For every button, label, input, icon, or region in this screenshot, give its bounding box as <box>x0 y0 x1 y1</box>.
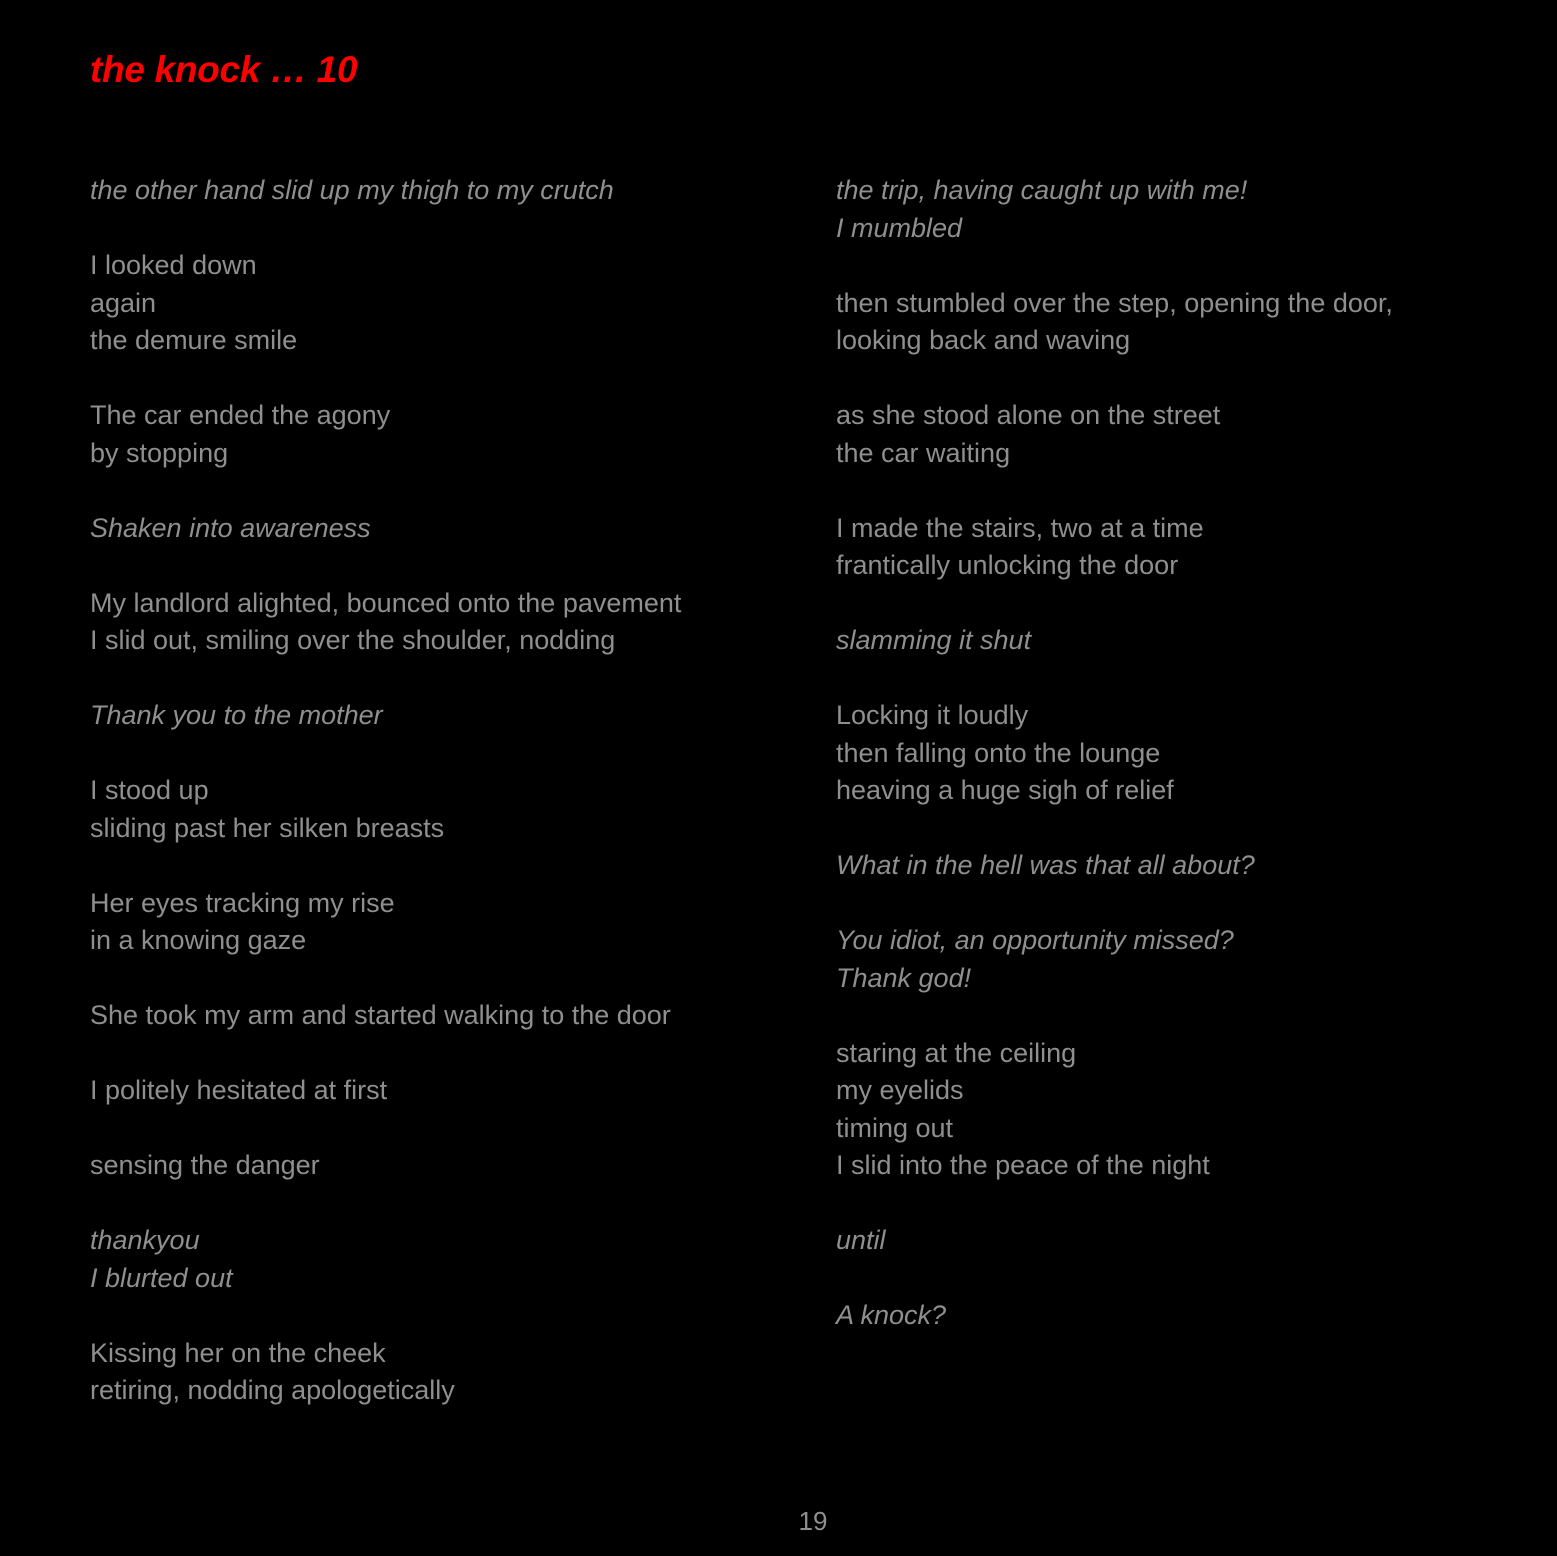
stanza-gap <box>836 247 1516 285</box>
verse-line: I made the stairs, two at a time <box>836 512 1204 543</box>
verse-line: then stumbled over the step, opening the door, <box>836 287 1393 318</box>
verse-line: What in the hell was that all about? <box>836 850 1255 880</box>
stanza-gap <box>90 1185 790 1223</box>
verse-line: I slid into the peace of the night <box>836 1150 1210 1180</box>
verse-line: looking back and waving <box>836 325 1131 355</box>
verse-line: Her eyes tracking my rise <box>90 887 395 918</box>
stanza-gap <box>90 1110 790 1148</box>
stanza-gap <box>836 1185 1516 1223</box>
verse-line: A knock? <box>836 1300 947 1330</box>
verse-line: Locking it loudly <box>836 700 1029 730</box>
verse-line: I stood up <box>90 775 209 805</box>
verse-line: She took my arm and started walking to the door <box>90 1000 671 1030</box>
page-title: the knock … 10 <box>90 49 358 90</box>
stanza-gap <box>836 585 1516 623</box>
verse-line: The car ended the agony <box>90 400 391 430</box>
verse-line: then falling onto the lounge <box>836 737 1161 768</box>
stanza-gap <box>90 660 790 698</box>
stanza-gap <box>90 847 790 885</box>
stanza-gap <box>836 885 1516 923</box>
verse-line: Kissing her on the cheek <box>90 1337 386 1368</box>
stanza-gap <box>836 810 1516 848</box>
verse-line: Thank god! <box>836 962 972 993</box>
verse-line: I looked down <box>90 250 257 280</box>
verse-line: My landlord alighted, bounced onto the pavement <box>90 587 682 618</box>
left-text-column <box>90 172 790 1410</box>
verse-line: in a knowing gaze <box>90 925 307 955</box>
verse-line: frantically unlocking the door <box>836 550 1179 580</box>
verse-line: the trip, having caught up with me! <box>836 175 1248 205</box>
verse-line: staring at the ceiling <box>836 1037 1077 1068</box>
verse-line: slamming it shut <box>836 625 1032 655</box>
stanza-gap <box>836 472 1516 510</box>
stanza-gap <box>90 472 790 510</box>
verse-line: sliding past her silken breasts <box>90 812 445 843</box>
stanza-gap <box>836 360 1516 398</box>
page-number: 19 <box>798 1506 828 1536</box>
verse-line: I blurted out <box>90 1262 233 1293</box>
stanza-gap <box>90 210 790 248</box>
stanza-gap <box>90 547 790 585</box>
verse-line: Shaken into awareness <box>90 512 371 543</box>
stanza-gap <box>836 1260 1516 1298</box>
stanza-gap <box>90 735 790 773</box>
stanza-gap <box>90 1297 790 1335</box>
verse-line: thankyou <box>90 1225 200 1255</box>
verse-line: as she stood alone on the street <box>836 400 1221 430</box>
right-text-column <box>836 172 1516 1335</box>
stanza-gap <box>836 660 1516 698</box>
verse-line: until <box>836 1225 886 1255</box>
verse-line: again <box>90 287 157 318</box>
verse-line: retiring, nodding apologetically <box>90 1375 455 1405</box>
verse-line: the demure smile <box>90 325 298 355</box>
verse-line: I slid out, smiling over the shoulder, nodding <box>90 625 616 655</box>
verse-line: You idiot, an opportunity missed? <box>836 925 1234 955</box>
stanza-gap <box>90 360 790 398</box>
verse-line: my eyelids <box>836 1075 964 1105</box>
verse-line: I politely hesitated at first <box>90 1075 388 1105</box>
verse-line: I mumbled <box>836 212 963 243</box>
stanza-gap <box>90 960 790 998</box>
verse-line: timing out <box>836 1112 954 1143</box>
verse-line: by stopping <box>90 437 229 468</box>
verse-line: the car waiting <box>836 437 1011 468</box>
verse-line: the other hand slid up my thigh to my crutch <box>90 175 614 205</box>
stanza-gap <box>836 997 1516 1035</box>
verse-line: Thank you to the mother <box>90 700 383 730</box>
verse-line: heaving a huge sigh of relief <box>836 775 1174 805</box>
verse-line: sensing the danger <box>90 1150 320 1180</box>
stanza-gap <box>90 1035 790 1073</box>
